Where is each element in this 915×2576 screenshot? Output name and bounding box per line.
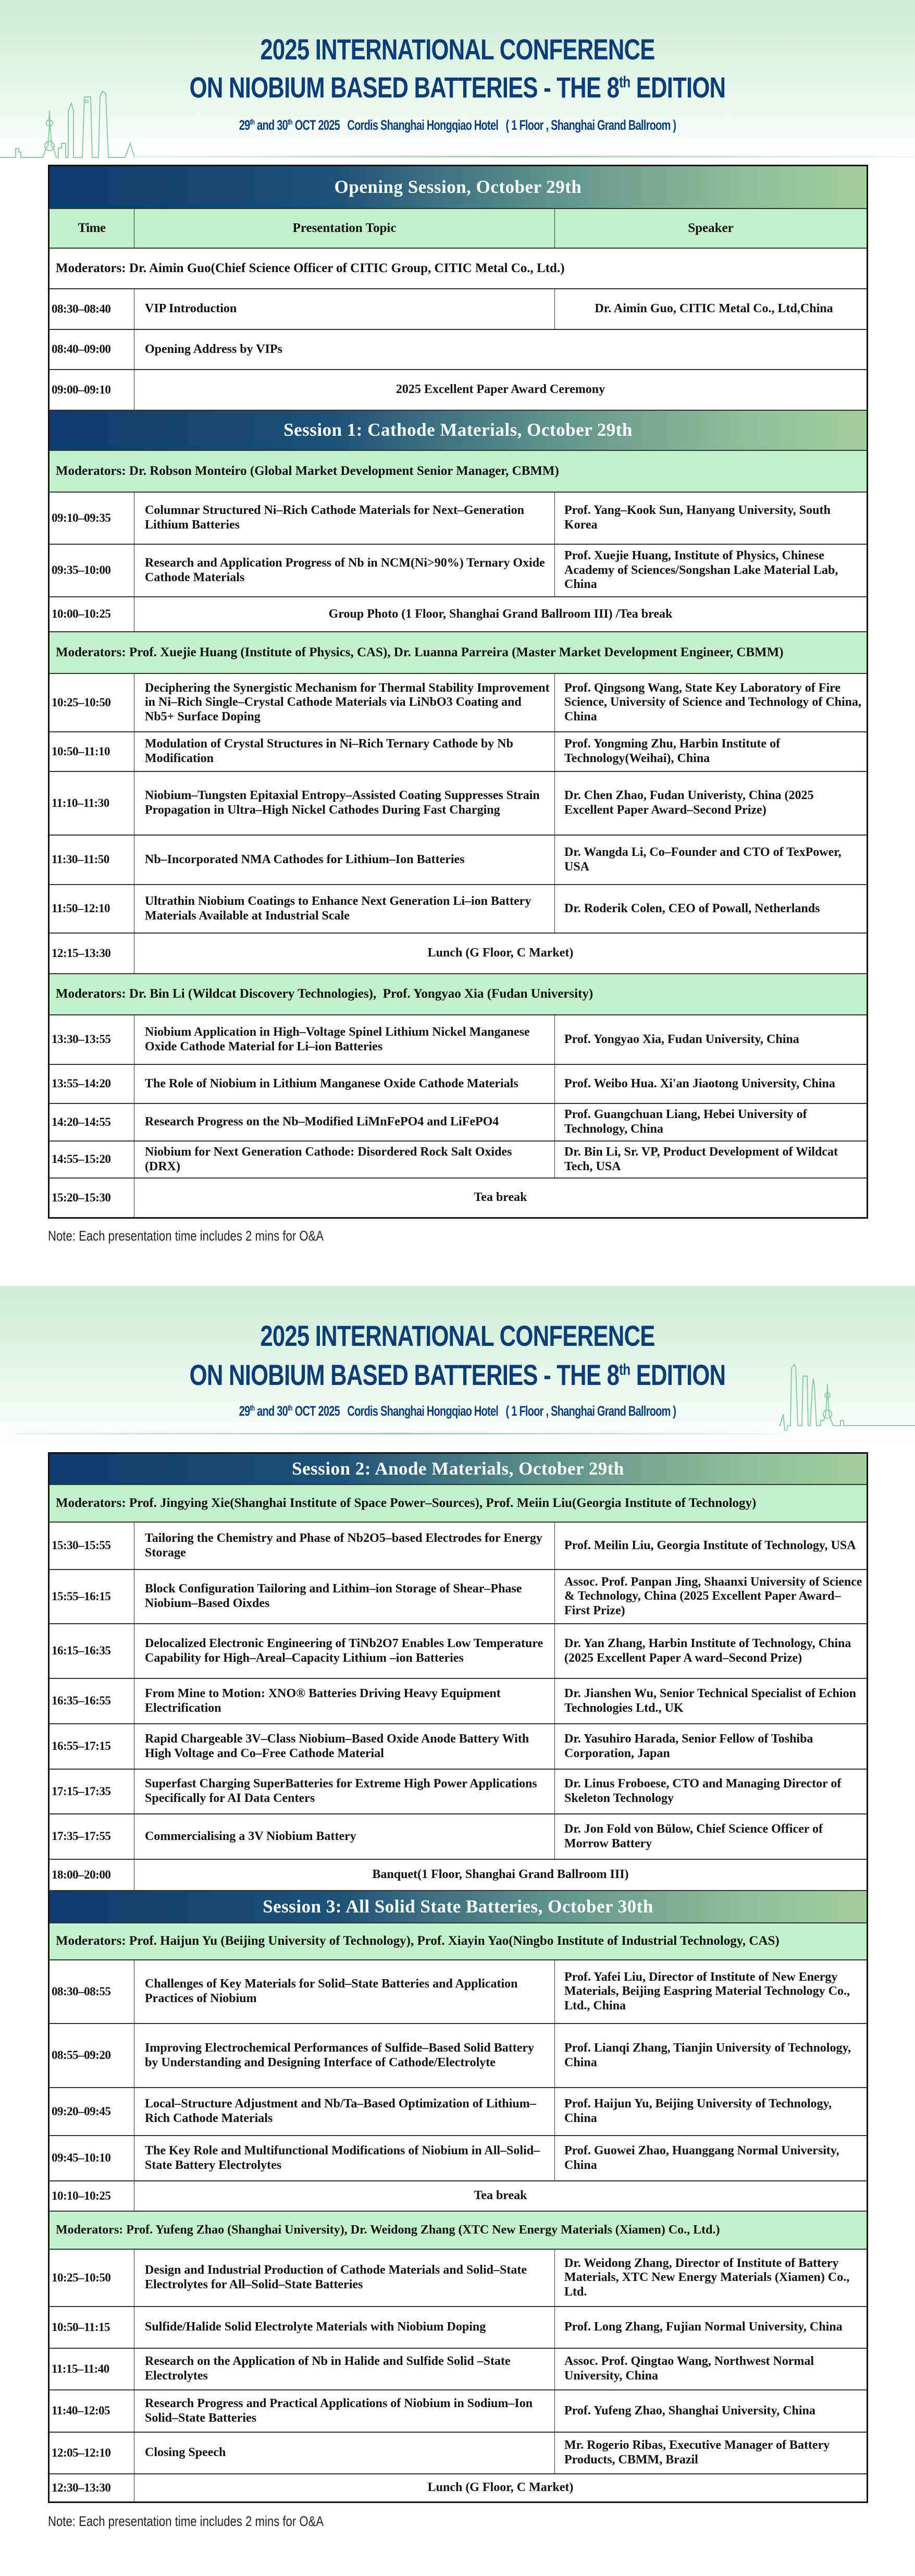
speaker-cell: Dr. Linus Froboese, CTO and Managing Director of Skeleton Technology (564, 1777, 842, 1805)
topic-cell: Research Progress and Practical Applications of Niobium in Sodium–Ion Solid–State Batteries (134, 2390, 555, 2432)
time-cell: 16:55–17:15 (50, 1724, 134, 1769)
table-row (50, 1523, 867, 1570)
time-cell: 11:30–11:50 (50, 836, 134, 884)
conference-date-venue: 29th and 30th OCT 2025 Cordis Shanghai Hongqiao Hotel ( 1 Floor , Shanghai Grand Ballroom ) (239, 1403, 676, 1419)
time-cell: 12:15–13:30 (50, 934, 134, 973)
moderator-row (50, 1485, 867, 1523)
table-row (50, 289, 867, 330)
topic-cell: Rapid Chargeable 3V–Class Niobium–Based Oxide Anode Battery With High Voltage and Co–Free Cathode Material (134, 1724, 555, 1769)
topic-cell: Group Photo (1 Floor, Shanghai Grand Ballroom III) /Tea break (328, 607, 673, 621)
moderator-row (50, 2212, 867, 2250)
table-row (50, 2390, 867, 2433)
topic-cell: Niobium for Next Generation Cathode: Disordered Rock Salt Oxides (DRX) (134, 1142, 555, 1177)
topic-cell: Niobium–Tungsten Epitaxial Entropy–Assisted Coating Suppresses Strain Propagation in Ultra–High Nickel Cathodes During Fast Charging (134, 772, 555, 835)
conference-title-line1: 2025 INTERNATIONAL CONFERENCE (260, 33, 655, 66)
table-row (50, 1679, 867, 1724)
time-cell: 10:00–10:25 (50, 597, 134, 631)
moderator-text: Moderators: Prof. Xuejie Huang (Institute of Physics, CAS), Dr. Luanna Parreira (Master Market Development Engineer, CBMM) (56, 645, 784, 659)
table-row (50, 1814, 867, 1860)
moderator-text: Moderators: Prof. Yufeng Zhao (Shanghai University), Dr. Weidong Zhang (XTC New Energy Materials (Xiamen) Co., Ltd.) (56, 2223, 720, 2237)
moderator-row (50, 249, 867, 289)
schedule-table-page1 (48, 165, 868, 1219)
header-divider (16, 1433, 782, 1434)
speaker-cell: Prof. Xuejie Huang, Institute of Physics, Chinese Academy of Sciences/Songshan Lake Material Lab, China (564, 549, 838, 592)
moderator-row (50, 632, 867, 674)
topic-cell: 2025 Excellent Paper Award Ceremony (395, 383, 605, 397)
topic-cell: Niobium Application in High–Voltage Spinel Lithium Nickel Manganese Oxide Cathode Material for Li–ion Batteries (134, 1015, 555, 1064)
time-cell: 10:50–11:15 (50, 2307, 134, 2348)
topic-cell: Challenges of Key Materials for Solid–State Batteries and Application Practices of Niobium (134, 1960, 555, 2023)
table-row (50, 1724, 867, 1770)
speaker-cell: Dr. Wangda Li, Co–Founder and CTO of TexPower, USA (564, 845, 842, 874)
session-title: Session 1: Cathode Materials, October 29th (283, 420, 633, 440)
topic-cell: The Role of Niobium in Lithium Manganese Oxide Cathode Materials (134, 1065, 555, 1103)
session-title: Session 3: All Solid State Batteries, October 30th (263, 1896, 653, 1917)
opening-session-header (50, 166, 867, 209)
speaker-cell: Dr. Chen Zhao, Fudan Univeristy, China (2025 Excellent Paper Award–Second Prize) (564, 789, 814, 817)
time-cell: 16:35–16:55 (50, 1679, 134, 1723)
session-title: Session 2: Anode Materials, October 29th (292, 1458, 624, 1479)
speaker-cell: Dr. Jon Fold von Bülow, Chief Science Officer of Morrow Battery (564, 1822, 823, 1850)
table-row (50, 2250, 867, 2307)
time-cell: 11:50–12:10 (50, 885, 134, 933)
table-row (50, 1860, 867, 1891)
topic-cell: Lunch (G Floor, C Market) (427, 946, 574, 960)
time-cell: 13:30–13:55 (50, 1015, 134, 1064)
time-cell: 17:15–17:35 (50, 1770, 134, 1813)
topic-cell: Local–Structure Adjustment and Nb/Ta–Based Optimization of Lithium–Rich Cathode Materials (134, 2088, 555, 2135)
time-cell: 18:00–20:00 (50, 1860, 134, 1890)
table-row (50, 1624, 867, 1679)
table-row (50, 2307, 867, 2349)
speaker-cell: Dr. Roderik Colen, CEO of Powall, Netherlands (564, 901, 820, 915)
time-cell: 08:55–09:20 (50, 2024, 134, 2087)
conference-title-line2: ON NIOBIUM BASED BATTERIES - THE 8th EDITION (189, 1358, 726, 1391)
speaker-cell: Prof. Meilin Liu, Georgia Institute of Technology, USA (564, 1538, 856, 1552)
moderator-row (50, 451, 867, 493)
moderator-text: Moderators: Prof. Jingying Xie(Shanghai Institute of Space Power–Sources), Prof. Meiin Liu(Georgia Institute of Technology) (56, 1495, 757, 1510)
speaker-cell: Prof. Yang–Kook Sun, Hanyang University, South Korea (564, 504, 831, 532)
table-row (50, 2136, 867, 2181)
table-row (50, 2349, 867, 2390)
table-row (50, 836, 867, 885)
topic-cell: Deciphering the Synergistic Mechanism for Thermal Stability Improvement in Ni–Rich Single–Crystal Cathode Materials via LiNbO3 Coating and Nb5+ Surface Doping (134, 674, 555, 731)
table-row (50, 1770, 867, 1814)
topic-cell: Nb–Incorporated NMA Cathodes for Lithium–Ion Batteries (134, 836, 555, 884)
time-cell: 09:20–09:45 (50, 2088, 134, 2135)
table-row (50, 330, 867, 370)
speaker-cell: Prof. Yongming Zhu, Harbin Institute of Technology(Weihai), China (564, 737, 781, 765)
topic-cell: Ultrathin Niobium Coatings to Enhance Next Generation Li–ion Battery Materials Available at Industrial Scale (134, 885, 555, 933)
table-row (50, 597, 867, 632)
topic-cell: Commercialising a 3V Niobium Battery (134, 1814, 555, 1859)
column-header-time: Time (50, 209, 134, 248)
topic-cell: Lunch (G Floor, C Market) (427, 2481, 574, 2495)
footnote: Note: Each presentation time includes 2 mins for O&A (48, 1228, 324, 1244)
table-row (50, 2181, 867, 2212)
conference-date-venue: 29th and 30th OCT 2025 Cordis Shanghai Hongqiao Hotel ( 1 Floor , Shanghai Grand Ballroom ) (239, 117, 676, 133)
session3-header (50, 1891, 867, 1923)
time-cell: 17:35–17:55 (50, 1814, 134, 1859)
speaker-cell: Prof. Guowei Zhao, Huanggang Normal University, China (564, 2143, 839, 2172)
time-cell: 15:20–15:30 (50, 1179, 134, 1217)
time-cell: 09:35–10:00 (50, 545, 134, 596)
topic-cell: Delocalized Electronic Engineering of TiNb2O7 Enables Low Temperature Capability for High–Areal–Capacity Lithium –ion Batteries (134, 1624, 555, 1678)
speaker-cell: Dr. Weidong Zhang, Director of Institute of Battery Materials, XTC New Energy Materials (Xiamen) Co., Ltd. (564, 2256, 850, 2299)
topic-cell: Tailoring the Chemistry and Phase of Nb2O5–based Electrodes for Energy Storage (134, 1523, 555, 1569)
topic-cell: Tea break (474, 1191, 527, 1205)
speaker-cell: Mr. Rogerio Ribas, Executive Manager of Battery Products, CBMM, Brazil (564, 2438, 830, 2467)
time-cell: 11:40–12:05 (50, 2390, 134, 2432)
speaker-cell: Assoc. Prof. Qingtao Wang, Northwest Normal University, China (564, 2354, 814, 2383)
moderator-text: Moderators: Dr. Bin Li (Wildcat Discovery Technologies), Prof. Yongyao Xia (Fudan University) (56, 987, 593, 1001)
topic-cell: The Key Role and Multifunctional Modifications of Niobium in All–Solid–State Battery Electrolytes (134, 2136, 555, 2180)
topic-cell: Improving Electrochemical Performances of Sulfide–Based Solid Battery by Understanding and Designing Interface of Cathode/Electrolyte (134, 2024, 555, 2087)
column-header-topic: Presentation Topic (134, 209, 555, 248)
time-cell: 14:55–15:20 (50, 1142, 134, 1177)
time-cell: 09:45–10:10 (50, 2136, 134, 2180)
speaker-cell: Prof. Yufeng Zhao, Shanghai University, China (564, 2403, 815, 2418)
column-header-row (50, 209, 867, 249)
topic-cell: Closing Speech (134, 2433, 555, 2473)
moderator-text: Moderators: Dr. Robson Monteiro (Global Market Development Senior Manager, CBMM) (56, 463, 559, 478)
time-cell: 14:20–14:55 (50, 1104, 134, 1140)
time-cell: 16:15–16:35 (50, 1624, 134, 1678)
speaker-cell: Prof. Qingsong Wang, State Key Laboratory of Fire Science, University of Science and Technology of China, China (564, 681, 862, 723)
column-header-speaker: Speaker (688, 220, 734, 235)
table-row (50, 2024, 867, 2088)
topic-cell: Columnar Structured Ni–Rich Cathode Materials for Next–Generation Lithium Batteries (134, 493, 555, 544)
moderator-text: Moderators: Prof. Haijun Yu (Beijing University of Technology), Prof. Xiayin Yao(Ningbo Institute of Industrial Technology, CAS) (56, 1934, 780, 1948)
speaker-cell: Prof. Long Zhang, Fujian Normal University, China (564, 2320, 843, 2334)
topic-cell: Opening Address by VIPs (145, 342, 282, 356)
moderator-text: Moderators: Dr. Aimin Guo(Chief Science Officer of CITIC Group, CITIC Metal Co., Ltd.) (56, 261, 565, 275)
table-row (50, 885, 867, 934)
speaker-cell: Prof. Yafei Liu, Director of Institute of New Energy Materials, Beijing Easpring Material Technology Co., Ltd., China (564, 1970, 850, 2013)
topic-cell: From Mine to Motion: XNO® Batteries Driving Heavy Equipment Electrification (134, 1679, 555, 1723)
topic-cell: Sulfide/Halide Solid Electrolyte Materials with Niobium Doping (134, 2307, 555, 2348)
time-cell: 10:25–10:50 (50, 2250, 134, 2306)
header-divider (135, 156, 915, 157)
table-row (50, 1570, 867, 1624)
table-row (50, 493, 867, 545)
topic-cell: Banquet(1 Floor, Shanghai Grand Ballroom III) (372, 1868, 629, 1882)
speaker-cell: Assoc. Prof. Panpan Jing, Shaanxi University of Science & Technology, China (2025 Excellent Paper Award–First Prize) (564, 1575, 862, 1617)
table-row (50, 370, 867, 411)
topic-cell: Superfast Charging SuperBatteries for Extreme High Power Applications Specifically for AI Data Centers (134, 1770, 555, 1813)
time-cell: 11:15–11:40 (50, 2349, 134, 2389)
speaker-cell: Dr. Jianshen Wu, Senior Technical Specialist of Echion Technologies Ltd., UK (564, 1686, 856, 1715)
conference-title-line1: 2025 INTERNATIONAL CONFERENCE (260, 1319, 655, 1352)
table-row (50, 1179, 867, 1217)
topic-cell: Tea break (474, 2189, 527, 2203)
time-cell: 15:55–16:15 (50, 1570, 134, 1623)
time-cell: 11:10–11:30 (50, 772, 134, 835)
footnote: Note: Each presentation time includes 2 mins for O&A (48, 2513, 324, 2529)
time-cell: 09:00–09:10 (50, 370, 134, 410)
topic-cell: Block Configuration Tailoring and Lithim–ion Storage of Shear–Phase Niobium–Based Oixdes (134, 1570, 555, 1623)
speaker-cell: Prof. Guangchuan Liang, Hebei University of Technology, China (564, 1108, 807, 1136)
table-row (50, 732, 867, 772)
time-cell: 08:30–08:55 (50, 1960, 134, 2023)
time-cell: 08:40–09:00 (50, 330, 134, 369)
speaker-cell: Dr. Aimin Guo, CITIC Metal Co., Ltd,China (595, 302, 833, 316)
table-row (50, 1065, 867, 1104)
table-row (50, 934, 867, 974)
session-title: Opening Session, October 29th (334, 176, 582, 197)
schedule-table-page2 (48, 1452, 868, 2503)
topic-cell: Research and Application Progress of Nb in NCM(Ni>90%) Ternary Oxide Cathode Materials (134, 545, 555, 596)
session2-header (50, 1454, 867, 1485)
speaker-cell: Prof. Weibo Hua. Xi'an Jiaotong University, China (564, 1076, 835, 1090)
moderator-row (50, 1923, 867, 1960)
session1-header (50, 411, 867, 451)
time-cell: 10:10–10:25 (50, 2181, 134, 2211)
table-row (50, 2474, 867, 2501)
table-row (50, 545, 867, 597)
time-cell: 09:10–09:35 (50, 493, 134, 544)
topic-cell: Research on the Application of Nb in Halide and Sulfide Solid –State Electrolytes (134, 2349, 555, 2389)
time-cell: 15:30–15:55 (50, 1523, 134, 1569)
table-row (50, 1960, 867, 2024)
time-cell: 08:30–08:40 (50, 289, 134, 329)
time-cell: 12:05–12:10 (50, 2433, 134, 2473)
moderator-row (50, 974, 867, 1015)
speaker-cell: Prof. Lianqi Zhang, Tianjin University of Technology, China (564, 2041, 851, 2069)
time-cell: 13:55–14:20 (50, 1065, 134, 1103)
time-cell: 10:25–10:50 (50, 674, 134, 731)
topic-cell: VIP Introduction (134, 289, 555, 329)
conference-title-line2: ON NIOBIUM BASED BATTERIES - THE 8th EDITION (189, 71, 726, 104)
speaker-cell: Prof. Haijun Yu, Beijing University of Technology, China (564, 2097, 832, 2125)
table-row (50, 1142, 867, 1179)
speaker-cell: Prof. Yongyao Xia, Fudan University, China (564, 1032, 799, 1046)
time-cell: 12:30–13:30 (50, 2474, 134, 2501)
topic-cell: Research Progress on the Nb–Modified LiMnFePO4 and LiFePO4 (134, 1104, 555, 1140)
table-row (50, 2088, 867, 2136)
speaker-cell: Dr. Yasuhiro Harada, Senior Fellow of Toshiba Corporation, Japan (564, 1732, 813, 1760)
speaker-cell: Dr. Bin Li, Sr. VP, Product Development of Wildcat Tech, USA (564, 1145, 838, 1173)
topic-cell: Modulation of Crystal Structures in Ni–Rich Ternary Cathode by Nb Modification (134, 732, 555, 771)
table-row (50, 1015, 867, 1065)
time-cell: 10:50–11:10 (50, 732, 134, 771)
speaker-cell: Dr. Yan Zhang, Harbin Institute of Technology, China (2025 Excellent Paper A ward–Second Prize) (564, 1636, 851, 1665)
table-row (50, 1104, 867, 1142)
table-row (50, 674, 867, 732)
table-row (50, 772, 867, 836)
topic-cell: Design and Industrial Production of Cathode Materials and Solid–State Electrolytes for All–Solid–State Batteries (134, 2250, 555, 2306)
table-row (50, 2433, 867, 2474)
